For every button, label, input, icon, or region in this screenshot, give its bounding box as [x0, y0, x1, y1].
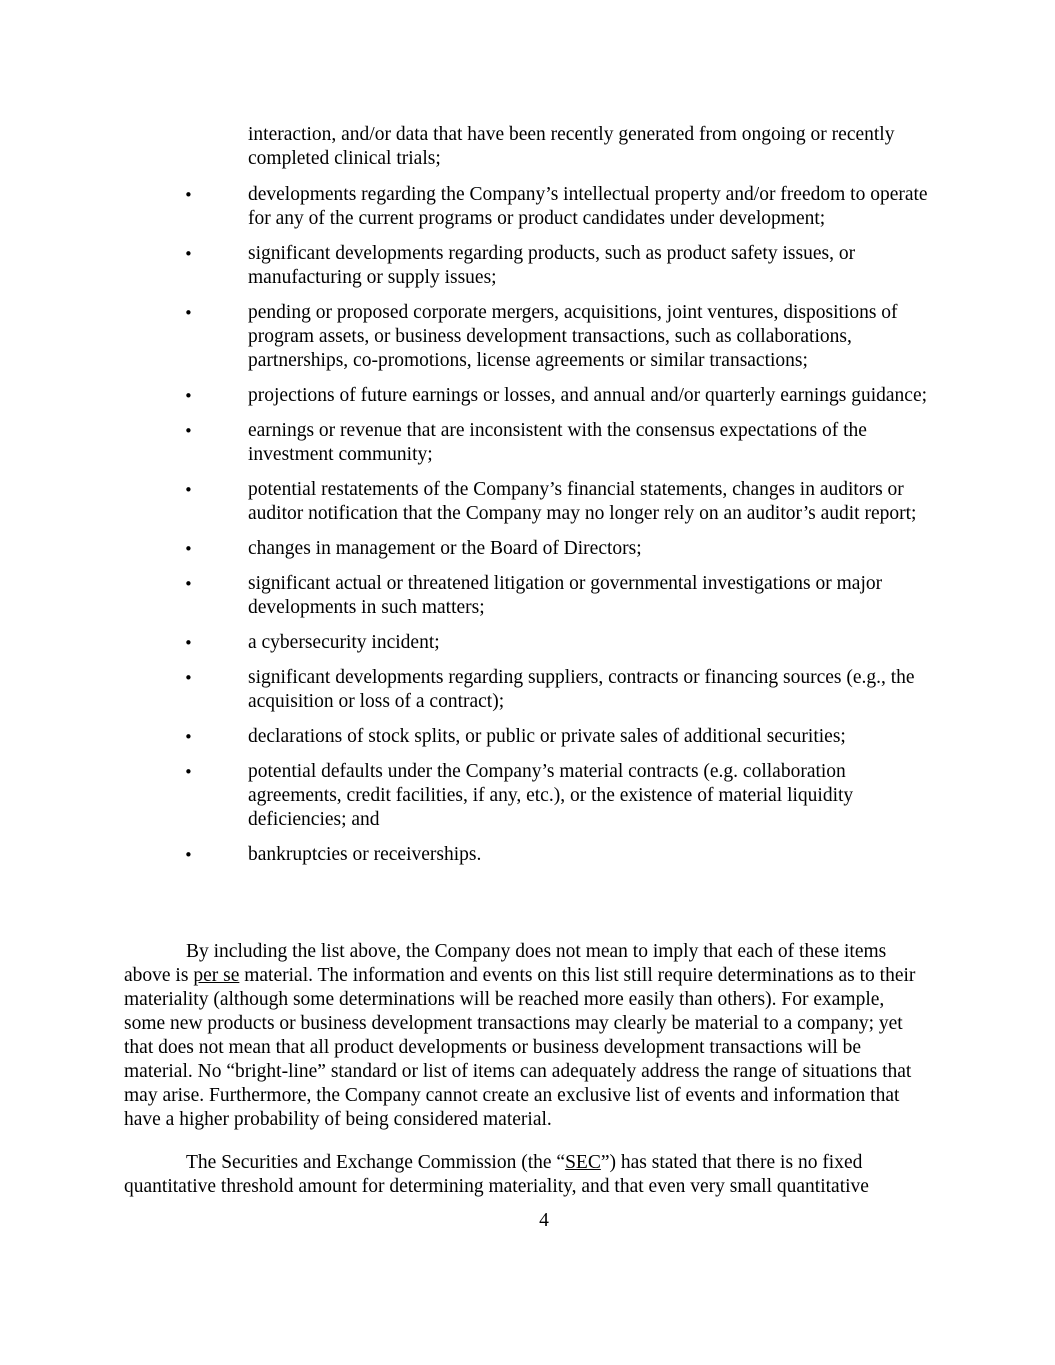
bullet-icon: • [184, 540, 193, 558]
bullet-icon: • [184, 763, 193, 781]
underlined-term: per se [193, 965, 240, 986]
paragraph-text-start: By including the list above, the Company does not mean to imply that each of these items above is [124, 941, 887, 986]
bullet-icon: • [184, 481, 193, 499]
list-item-text: significant developments regarding products, such as product safety issues, or manufacturing or supply issues; [248, 243, 856, 288]
bullet-icon: • [184, 186, 193, 204]
bullet-icon: • [184, 245, 193, 263]
page-number: 4 [539, 1210, 549, 1231]
list-item-text: significant developments regarding suppliers, contracts or financing sources (e.g., the acquisition or loss of a contract); [248, 667, 915, 712]
bullet-icon: • [184, 846, 193, 864]
materiality-paragraph [124, 940, 929, 1132]
list-item [0, 537, 938, 561]
list-item-text: earnings or revenue that are inconsistent with the consensus expectations of the investment community; [248, 420, 867, 465]
list-item-text: changes in management or the Board of Directors; [248, 538, 642, 559]
bullet-icon: • [184, 575, 193, 593]
list-item [0, 843, 938, 867]
bullet-icon: • [184, 634, 193, 652]
list-item-text: developments regarding the Company’s intellectual property and/or freedom to operate for any of the current programs or product candidates under development; [248, 184, 928, 229]
list-item [0, 666, 938, 714]
paragraph-text-end: material. The information and events on this list still require determinations as to their materiality (although some determinations will be reached more easily than others). For example, some new products or business development transactions may clearly be material to a company; yet that does not mean that all product developments or business development transactions will be material. No “bright-line” standard or list of items can adequately address the range of situations that may arise. Furthermore, the Company cannot create an exclusive list of events and information that have a higher probability of being considered material. [124, 965, 916, 1130]
paragraph-text-end: ”) has stated that there is no fixed quantitative threshold amount for determining materiality, and that even very small quantitative [124, 1152, 869, 1197]
list-item-text: bankruptcies or receiverships. [248, 844, 482, 865]
paragraph-text-start: The Securities and Exchange Commission (the “ [186, 1152, 566, 1173]
list-item [0, 631, 938, 655]
material-information-list [0, 183, 1055, 878]
list-item-text: potential defaults under the Company’s material contracts (e.g. collaboration agreements, credit facilities, if any, etc.), or the existence of material liquidity deficiencies; and [248, 761, 854, 830]
continued-bullet-text: interaction, and/or data that have been recently generated from ongoing or recently completed clinical trials; [248, 124, 895, 169]
list-item-text: pending or proposed corporate mergers, acquisitions, joint ventures, dispositions of program assets, or business development transactions, such as collaborations, partnerships, co-promotions, license agreements or similar transactions; [248, 302, 898, 371]
list-item [0, 760, 938, 832]
list-item [0, 301, 938, 373]
list-item [0, 572, 938, 620]
list-item-text: significant actual or threatened litigation or governmental investigations or major developments in such matters; [248, 573, 883, 618]
bullet-icon: • [184, 669, 193, 687]
list-item-text: declarations of stock splits, or public or private sales of additional securities; [248, 726, 846, 747]
list-item-text: a cybersecurity incident; [248, 632, 440, 653]
bullet-icon: • [184, 422, 193, 440]
list-item [0, 725, 938, 749]
list-item [0, 183, 938, 231]
list-item [0, 384, 938, 408]
bullet-icon: • [184, 304, 193, 322]
bullet-icon: • [184, 387, 193, 405]
list-item [0, 242, 938, 290]
list-item-text: potential restatements of the Company’s financial statements, changes in auditors or auditor notification that the Company may no longer rely on an auditor’s audit report; [248, 479, 917, 524]
sec-paragraph [124, 1151, 929, 1199]
underlined-term: SEC [565, 1152, 601, 1173]
list-item [0, 478, 938, 526]
list-item [0, 419, 938, 467]
bullet-icon: • [184, 728, 193, 746]
list-item-text: projections of future earnings or losses, and annual and/or quarterly earnings guidance; [248, 385, 928, 406]
